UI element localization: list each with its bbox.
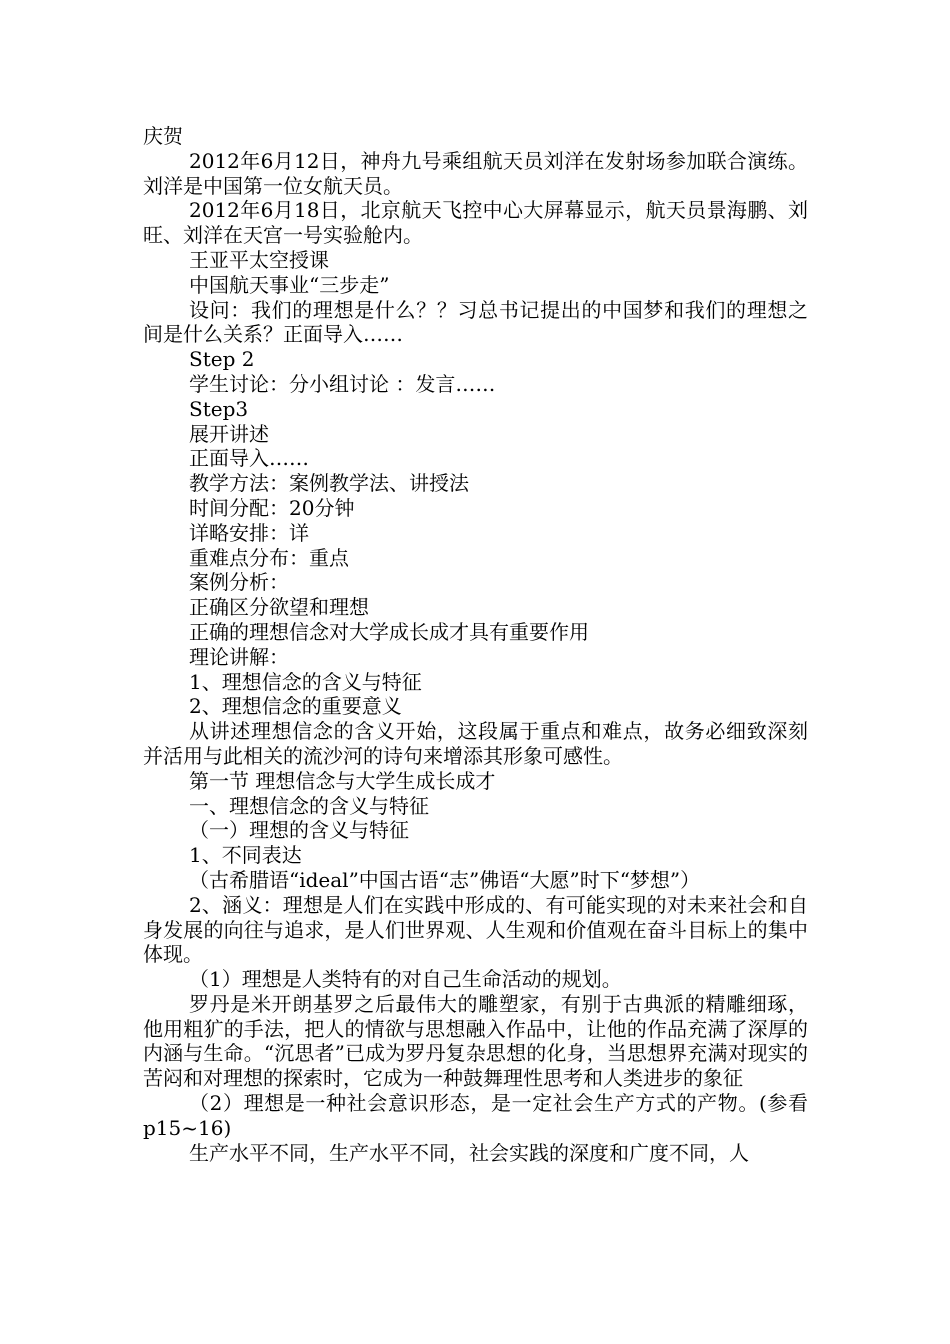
paragraph: 正确的理想信念对大学成长成才具有重要作用 [189, 619, 589, 644]
paragraph: 1、不同表达 [189, 843, 302, 868]
paragraph: 1、理想信念的含义与特征 [189, 669, 422, 694]
paragraph: （2）理想是一种社会意识形态，是一定社会生产方式的产物。(参看p15~16) [143, 1091, 808, 1140]
paragraph: 第一节 理想信念与大学生成长成才 [189, 768, 496, 793]
paragraph: Step3 [189, 396, 249, 421]
paragraph: （古希腊语“ideal”中国古语“志”佛语“大愿”时下“梦想”） [189, 867, 701, 892]
paragraph: 生产水平不同，生产水平不同，社会实践的深度和广度不同，人 [189, 1140, 749, 1165]
paragraph: 一、理想信念的含义与特征 [189, 793, 429, 818]
paragraph: 正确区分欲望和理想 [189, 595, 369, 620]
paragraph: 时间分配：20分钟 [189, 495, 355, 520]
paragraph: 学生讨论：分小组讨论 ：发言…… [189, 371, 496, 396]
document-body [143, 124, 808, 1165]
paragraph: 设问：我们的理想是什么？？习总书记提出的中国梦和我们的理想之间是什么关系？正面导入…… [143, 297, 808, 347]
paragraph: 王亚平太空授课 [189, 247, 329, 272]
paragraph: 从讲述理想信念的含义开始，这段属于重点和难点，故务必细致深刻并活用与此相关的流沙河的诗句来增添其形象可感性。 [143, 719, 808, 768]
paragraph: 重难点分布：重点 [189, 545, 349, 570]
paragraph: 2、理想信念的重要意义 [189, 694, 402, 719]
paragraph: 2012年6月12日，神舟九号乘组航天员刘洋在发射场参加联合演练。刘洋是中国第一位女航天员。 [143, 148, 808, 198]
paragraph: 正面导入…… [189, 446, 309, 471]
paragraph: 展开讲述 [189, 421, 269, 446]
paragraph: 教学方法：案例教学法、讲授法 [189, 471, 469, 496]
paragraph: 庆贺 [143, 124, 183, 148]
paragraph: （1）理想是人类特有的对自己生命活动的规划。 [189, 967, 622, 992]
paragraph: 详略安排：详 [189, 520, 309, 545]
paragraph: 2012年6月18日，北京航天飞控中心大屏幕显示，航天员景海鹏、刘旺、刘洋在天宫一号实验舱内。 [143, 198, 808, 248]
paragraph: 理论讲解： [189, 644, 289, 669]
paragraph: 案例分析： [189, 570, 289, 595]
paragraph: Step 2 [189, 347, 255, 372]
paragraph: 2、涵义：理想是人们在实践中形成的、有可能实现的对未来社会和自身发展的向往与追求，是人们世界观、人生观和价值观在奋斗目标上的集中体现。 [143, 892, 808, 967]
paragraph: （一）理想的含义与特征 [189, 818, 409, 843]
paragraph: 中国航天事业“三步走” [189, 272, 390, 297]
paragraph: 罗丹是米开朗基罗之后最伟大的雕塑家，有别于古典派的精雕细琢，他用粗犷的手法，把人的情欲与思想融入作品中，让他的作品充满了深厚的内涵与生命。“沉思者”已成为罗丹复杂思想的化身，当思想界充满对现实的苦闷和对理想的探索时，它成为一种鼓舞理性思考和人类进步的象征 [143, 991, 808, 1091]
